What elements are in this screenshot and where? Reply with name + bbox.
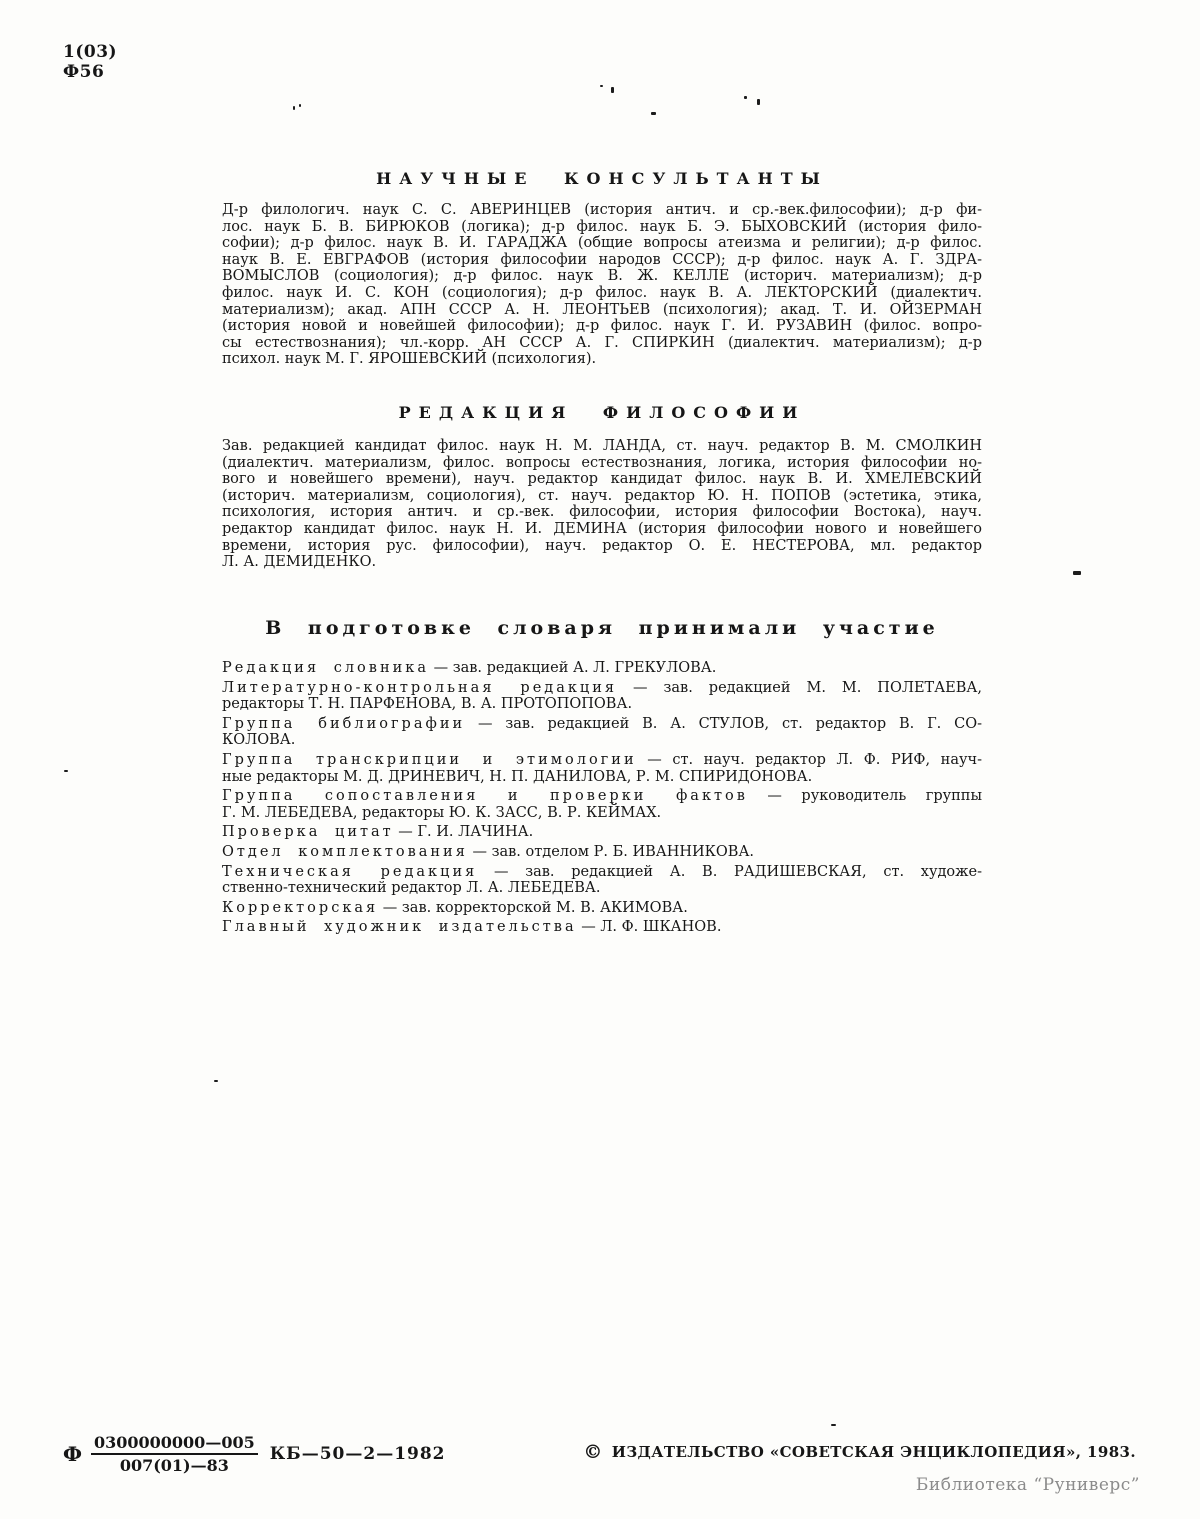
call-number-author-sign: Ф56 [63,62,105,82]
text-line: Зав. редакцией кандидат филос. наук Н. М. ЛАНДА, ст. науч. редактор В. М. СМОЛКИН [222,438,982,454]
participant-item [222,716,982,749]
scan-speck [831,1424,836,1426]
call-number [63,42,117,82]
imprint-index-letter: Ф [63,1442,82,1466]
text-line: ВОМЫСЛОВ (социология); д-р филос. наук В. Ж. КЕЛЛЕ (историч. материализм); д-р [222,268,982,285]
text-line: психология, история антич. и ср.-век. философии, история философии Востока), науч. [222,504,982,521]
text-line: ственно-технический редактор Л. А. ЛЕБЕДЕВА. [222,880,601,897]
participant-item-first-line: Корректорская — зав. корректорской М. В. АКИМОВА. [222,899,688,916]
text-line: лос. наук Б. В. БИРЮКОВ (логика); д-р филос. наук Б. Э. БЫХОВСКИЙ (история фило- [222,218,982,235]
text-line: (диалектич. материализм, филос. вопросы естествознания, логика, история философии но- [222,454,982,471]
participant-role-lead: Корректорская [222,899,379,916]
participant-item [222,788,982,821]
library-watermark: Библиотека “Руниверс” [915,1475,1140,1495]
participants-list [222,660,982,939]
fraction-numerator: 0300000000—005 [91,1433,258,1455]
text-line: филос. наук И. С. КОН (социология); д-р филос. наук В. А. ЛЕКТОРСКИЙ (диалектич. [222,284,982,301]
participant-role-lead: Группа транскрипции и этимологии [222,751,637,768]
text-line: редакторы Т. Н. ПАРФЕНОВА, В. А. ПРОТОПОПОВА. [222,696,633,713]
text-line: (история новой и новейшей философии); д-р филос. наук Г. И. РУЗАВИН (филос. вопро- [222,318,982,335]
text-line: материализм); акад. АПН СССР А. Н. ЛЕОНТЬЕВ (психология); акад. Т. И. ОЙЗЕРМАН [222,301,982,318]
participant-item-first-line: Редакция словника — зав. редакцией А. Л. ГРЕКУЛОВА. [222,660,717,676]
participant-role-lead: Группа библиографии [222,715,466,732]
text-line: вого и новейшего времени), науч. редактор кандидат филос. наук В. И. ХМЕЛЕВСКИЙ [222,471,982,488]
participant-role-lead: Редакция словника [222,660,429,676]
participant-role-lead: Отдел комплектования [222,843,468,860]
participant-item [222,824,982,841]
participant-item-first-line: Проверка цитат — Г. И. ЛАЧИНА. [222,824,534,841]
text-line: редактор кандидат филос. наук Н. И. ДЕМИНА (история философии нового и новейшего [222,520,982,537]
imprint-index-fraction [91,1433,258,1475]
participant-item [222,900,982,917]
copyright-text: ИЗДАТЕЛЬСТВО «СОВЕТСКАЯ ЭНЦИКЛОПЕДИЯ», 1983. [611,1443,1136,1461]
participant-item-first-line: Отдел комплектования — зав. отделом Р. Б. ИВАННИКОВА. [222,843,755,860]
participant-item [222,660,982,677]
participant-item [222,680,982,713]
scan-speck [1073,571,1081,575]
participant-item [222,919,982,936]
participant-role-lead: Главный художник издательства [222,919,577,936]
text-line: времени, история рус. философии), науч. редактор О. Е. НЕСТЕРОВА, мл. редактор [222,537,982,554]
participant-item-first-line: Главный художник издательства — Л. Ф. ШКАНОВ. [222,919,722,936]
text-line: психол. наук М. Г. ЯРОШЕВСКИЙ (психология). [222,351,597,368]
text-line: (историч. материализм, социология), ст. науч. редактор Ю. Н. ПОПОВ (эстетика, этика, [222,487,982,504]
heading-scientific-consultants: НАУЧНЫЕ КОНСУЛЬТАНТЫ [376,169,828,188]
fraction-denominator: 007(01)—83 [119,1456,229,1475]
participant-item-first-line: Группа библиографии — зав. редакцией В. А. СТУЛОВ, ст. редактор В. Г. СО- [222,715,982,732]
consultants-paragraph [222,202,982,368]
scan-speck [293,106,295,110]
participant-item-first-line: Группа транскрипции и этимологии — ст. науч. редактор Л. Ф. РИФ, науч- [222,751,982,768]
text-line: наук В. Е. ЕВГРАФОВ (история философии народов СССР); д-р филос. наук А. Г. ЗДРА- [222,251,982,268]
scan-speck [651,112,656,115]
text-line: Д-р филологич. наук С. С. АВЕРИНЦЕВ (история антич. и ср.-век.философии); д-р фи- [222,202,982,218]
participant-role-lead: Техническая редакция [222,863,478,880]
scan-speck [299,104,301,107]
text-line: сы естествознания); чл.-корр. АН СССР А. Г. СПИРКИН (диалектич. материализм); д-р [222,334,982,351]
participant-item-first-line: Техническая редакция — зав. редакцией А. В. РАДИШЕВСКАЯ, ст. художе- [222,863,982,880]
scan-speck [600,85,603,87]
scan-speck [611,87,614,93]
participant-item-first-line: Литературно-контрольная редакция — зав. редакцией М. М. ПОЛЕТАЕВА, [222,679,983,696]
editorial-paragraph [222,438,982,571]
scan-speck [757,99,760,105]
text-line: Л. А. ДЕМИДЕНКО. [222,554,377,571]
call-number-classification: 1(03) [63,42,118,62]
heading-philosophy-editorial: РЕДАКЦИЯ ФИЛОСОФИИ [398,403,806,422]
participant-role-lead: Группа сопоставления и проверки фактов [222,788,748,805]
text-line: ные редакторы М. Д. ДРИНЕВИЧ, Н. П. ДАНИЛОВА, Р. М. СПИРИДОНОВА. [222,768,813,785]
copyright-line [583,1441,1136,1463]
scan-speck [214,1080,218,1082]
participant-role-lead: Литературно-контрольная редакция [222,679,618,696]
imprint-index-block [63,1433,446,1475]
scan-speck [64,770,68,772]
text-line: КОЛОВА. [222,732,296,749]
copyright-icon: © [583,1441,603,1463]
scan-speck [744,96,747,99]
participant-role-lead: Проверка цитат [222,824,394,841]
text-line: Г. М. ЛЕБЕДЕВА, редакторы Ю. К. ЗАСС, В. Р. КЕЙМАХ. [222,804,662,821]
participant-item [222,752,982,785]
text-line: софии); д-р филос. наук В. И. ГАРАДЖА (общие вопросы атеизма и религии); д-р филос. [222,235,982,252]
participant-item [222,844,982,861]
heading-participants: В подготовке словаря принимали участие [265,617,939,639]
imprint-code: КБ—50—2—1982 [269,1444,446,1464]
participant-item-first-line: Группа сопоставления и проверки фактов — руководитель группы [222,788,982,805]
participant-item [222,864,982,897]
